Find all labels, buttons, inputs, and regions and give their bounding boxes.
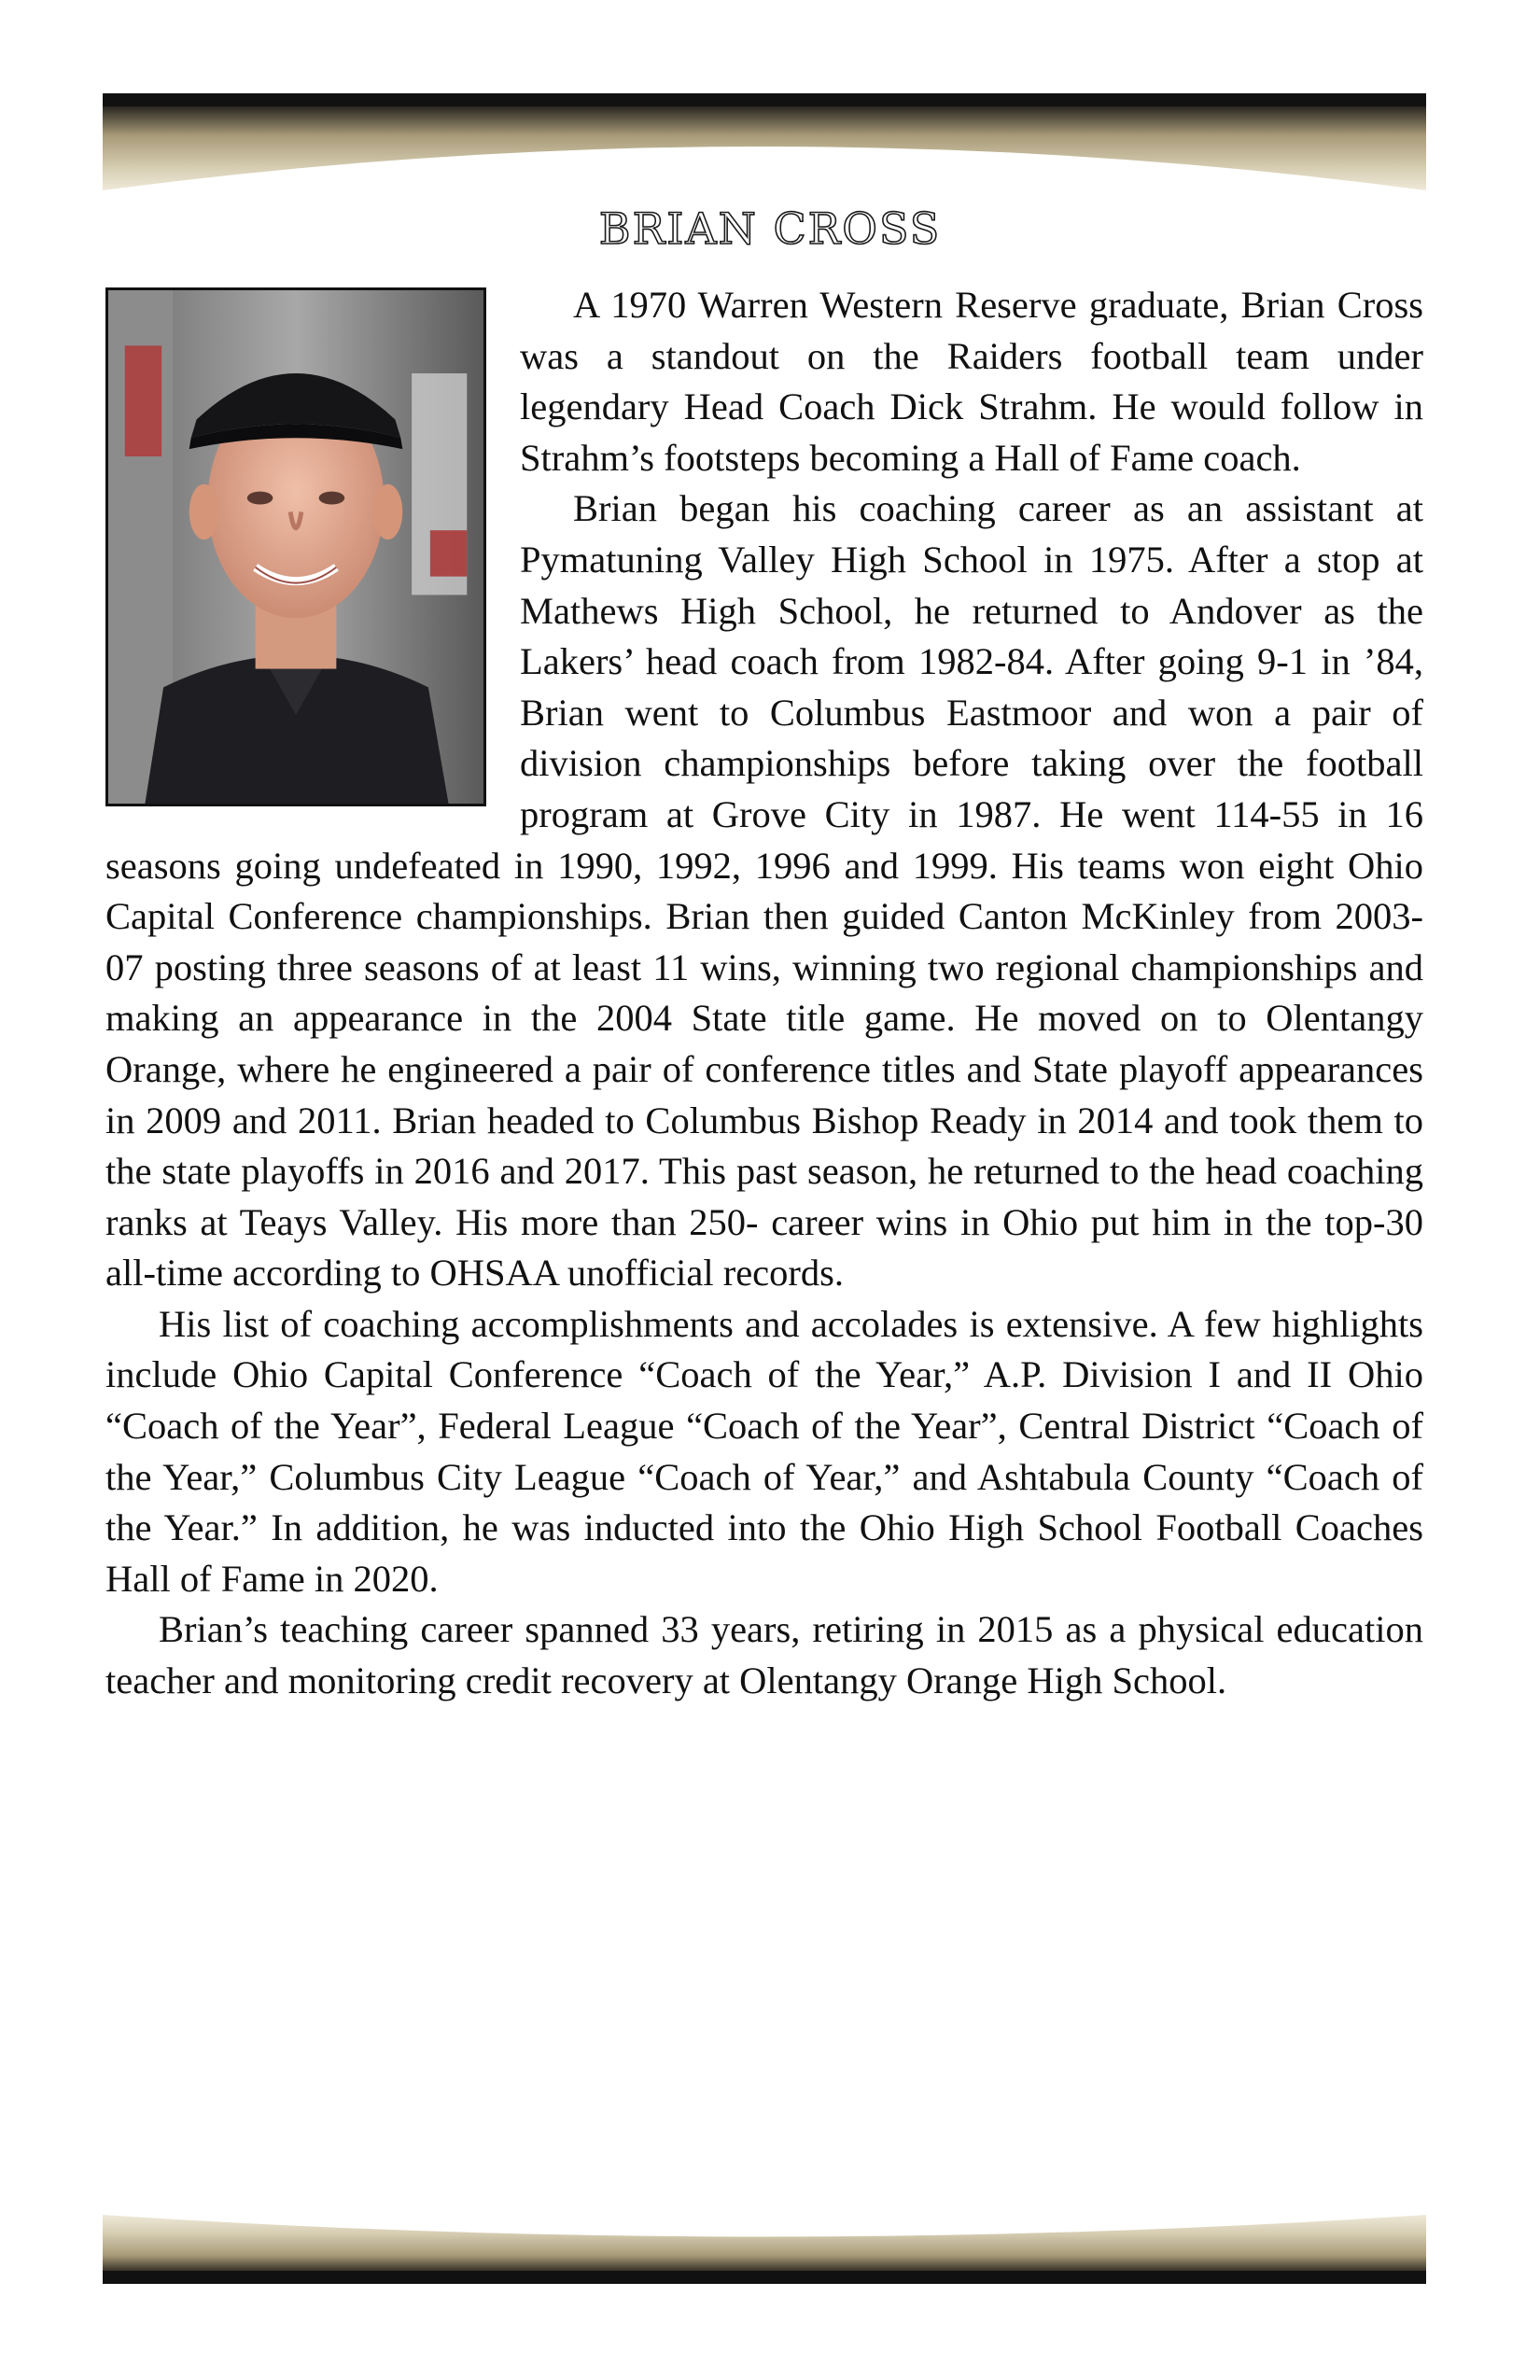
paragraph: A 1970 Warren Western Reserve graduate, Brian Cross was a standout on the Raiders football team under legendary Head Coach Dick Strahm. He would follow in Strahm’s footsteps becoming a Hall of Fame coach.	[520, 284, 1423, 479]
paragraph: Brian began his coaching career as an assistant at Pymatuning Valley High School in 1975. After a stop at Mathews High School, he returned to Andover as the Lakers’ head coach from 1982-84. After going 9-1 in ’84, Brian went to Columbus Eastmoor and won a pair of division championships before taking over the football program at Grove City in 1987. He went 114-55 in 16 seasons going undefeated in 1990, 1992, 1996 and 1999. His teams won eight Ohio Capital Conference championships. Brian then guided Canton McKinley from 2003-07 posting three seasons of at least 11 wins, winning two regional championships and making an appearance in the 2004 State title game. He moved on to Olentangy Orange, where he engineered a pair of conference titles and State playoff appearances in 2009 and 2011. Brian headed to Columbus Bishop Ready in 2014 and took them to the state playoffs in 2016 and 2017. This past season, he returned to the head coaching ranks at Teays Valley. His more than 250- career wins in Ohio put him in the top-30 all-time according to OHSAA unofficial records.	[105, 487, 1423, 1295]
person-photo-icon	[108, 290, 483, 804]
top-banner-graphic	[103, 93, 1426, 196]
page-title: BRIAN CROSS	[598, 203, 942, 254]
paragraph: Brian’s teaching career spanned 33 years, retiring in 2015 as a physical education teacher and monitoring credit recovery at Olentangy Orange High School.	[105, 1608, 1423, 1702]
bottom-banner	[103, 2207, 1426, 2284]
portrait-photo	[105, 287, 486, 806]
biography	[105, 280, 1423, 1707]
paragraph: His list of coaching accomplishments and accolades is extensive. A few highlights include Ohio Capital Conference “Coach of the Year,” A.P. Division I and II Ohio “Coach of the Year”, Federal League “Coach of the Year”, Central District “Coach of the Year,” Columbus City League “Coach of Year,” and Ashtabula County “Coach of the Year.” In addition, he was inducted into the Ohio High School Football Coaches Hall of Fame in 2020.	[105, 1302, 1423, 1600]
top-banner	[103, 93, 1426, 196]
bottom-banner-graphic	[103, 2207, 1426, 2284]
